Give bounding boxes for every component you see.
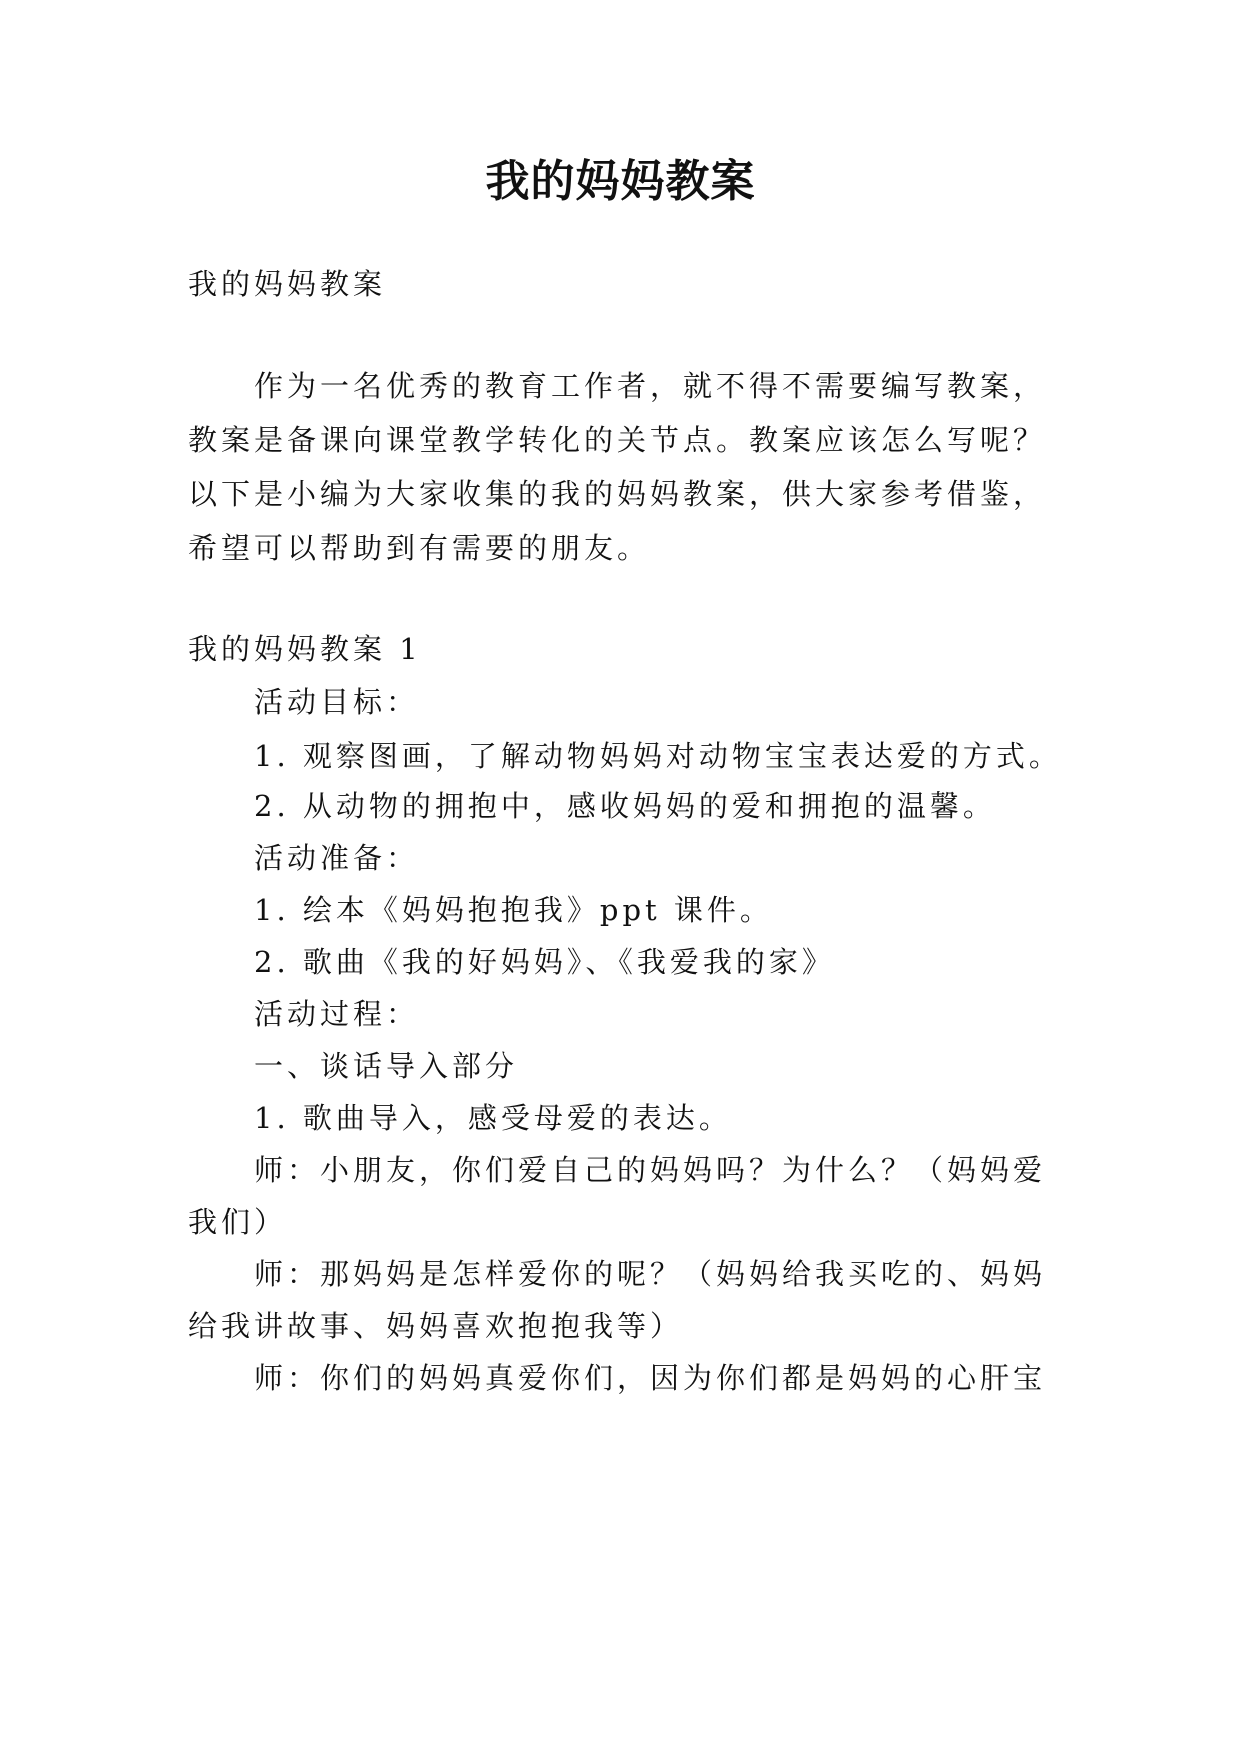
page-title: 我的妈妈教案	[485, 156, 756, 207]
intro-line: 希望可以帮助到有需要的朋友。	[188, 531, 651, 565]
body-line: 活动目标：	[254, 685, 420, 719]
body-line: 一、谈话导入部分	[254, 1049, 519, 1083]
body-line: 活动过程：	[254, 997, 420, 1031]
body-line: 1. 歌曲导入，感受母爱的表达。	[254, 1101, 732, 1135]
body-line: 师：你们的妈妈真爱你们，因为你们都是妈妈的心肝宝	[254, 1361, 1047, 1395]
body-line: 2. 从动物的拥抱中，感收妈妈的爱和拥抱的温馨。	[254, 789, 996, 823]
body-line: 2. 歌曲《我的好妈妈》、《我爱我的家》	[254, 945, 835, 979]
subtitle: 我的妈妈教案	[188, 267, 387, 301]
body-line: 1. 绘本《妈妈抱抱我》ppt 课件。	[254, 893, 773, 927]
body-line: 给我讲故事、妈妈喜欢抱抱我等）	[188, 1309, 684, 1343]
intro-line: 作为一名优秀的教育工作者，就不得不需要编写教案，	[254, 369, 1047, 403]
body-line: 师：小朋友，你们爱自己的妈妈吗？为什么？（妈妈爱	[254, 1153, 1047, 1187]
intro-line: 以下是小编为大家收集的我的妈妈教案，供大家参考借鉴，	[188, 477, 1047, 511]
body-line: 1. 观察图画，了解动物妈妈对动物宝宝表达爱的方式。	[254, 739, 1062, 773]
body-line: 我们）	[188, 1205, 288, 1239]
intro-line: 教案是备课向课堂教学转化的关节点。教案应该怎么写呢？	[188, 423, 1047, 457]
section-heading: 我的妈妈教案 1	[188, 632, 422, 666]
body-line: 师：那妈妈是怎样爱你的呢？（妈妈给我买吃的、妈妈	[254, 1257, 1047, 1291]
body-line: 活动准备：	[254, 841, 420, 875]
